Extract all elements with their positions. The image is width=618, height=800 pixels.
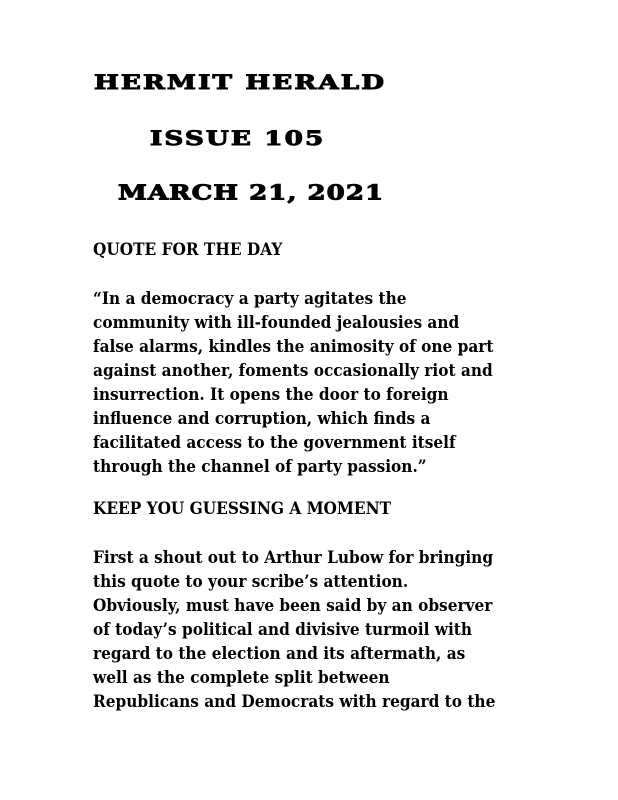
newsletter-title: HERMIT HERALD: [94, 71, 387, 94]
issue-number: ISSUE 105: [150, 127, 326, 150]
quote-section-heading: QUOTE FOR THE DAY: [93, 240, 283, 259]
issue-date: MARCH 21, 2021: [118, 180, 385, 205]
quote-text: “In a democracy a party agitates the community with ill-founded jealousies and false alarms, kindles the animosity of one part against another, foments occasionally riot and insurrection. It opens the door to foreign influence and corruption, which finds a facilitated access to the government itself through the channel of party passion.”: [93, 289, 494, 476]
guess-section-heading: KEEP YOU GUESSING A MOMENT: [93, 499, 392, 518]
guess-section-text: First a shout out to Arthur Lubow for bringing this quote to your scribe’s attention. Obviously, must have been said by an observer of today’s political and divisive turmoil with regard to the election and its aftermath, as well as the complete split between Republicans and Democrats with regard to the: [93, 548, 496, 711]
